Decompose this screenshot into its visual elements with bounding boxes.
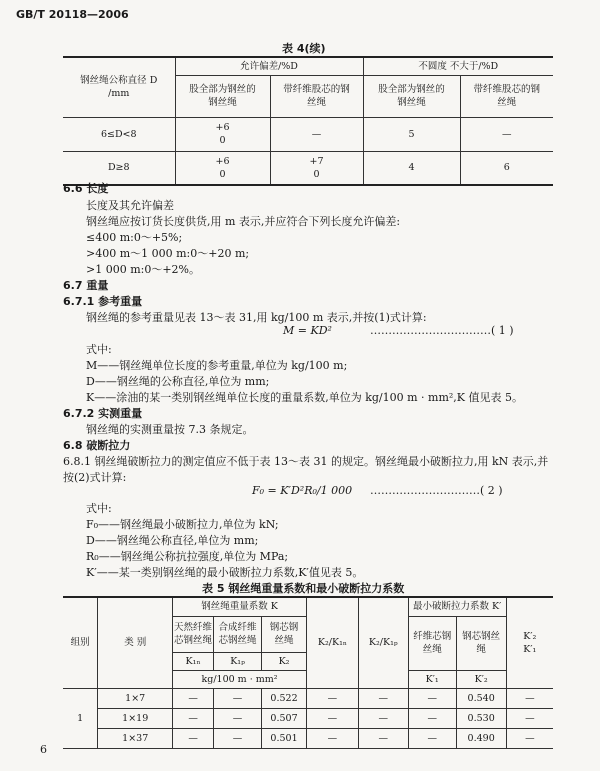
table5-cell: — <box>506 728 553 748</box>
table-row <box>63 151 553 185</box>
table4-cell: 5 <box>363 117 460 151</box>
table5-synthetic-fiber <box>214 616 262 652</box>
table5-cell: — <box>358 728 408 748</box>
table5-cell: 0.507 <box>262 708 307 728</box>
definition: K——涂油的某一类别钢丝绳单位长度的重量系数,单位为 kg/100 m · mm²,K 值见表 5。 <box>86 391 524 404</box>
table5-synthetic-fiber-text: 合成纤维芯钢丝绳 <box>218 622 257 646</box>
table5-cell: — <box>307 688 359 708</box>
table5-natural-fiber <box>173 616 214 652</box>
table4-cell: D≥8 <box>63 151 175 185</box>
table5-cell: 0.490 <box>456 728 506 748</box>
table4-cell <box>175 151 270 185</box>
table5-natural-fiber-text: 天然纤维芯钢丝绳 <box>174 622 213 646</box>
table5-kp2: K′₂ <box>456 670 506 688</box>
table5-cell: — <box>408 688 456 708</box>
table-row <box>63 117 553 151</box>
table4-cell: 4 <box>363 151 460 185</box>
para: 长度及其允许偏差 <box>86 199 174 212</box>
table5-cell: 0.530 <box>456 708 506 728</box>
table4-upper: +6 <box>215 155 230 167</box>
section-6-8: 6.8 破断拉力 <box>63 439 131 452</box>
table5-steel-core <box>262 616 307 652</box>
section-6-7-1: 6.7.1 参考重量 <box>63 295 143 308</box>
table4-sub4-text: 带纤维股芯的钢丝绳 <box>473 84 540 108</box>
table4-sub4 <box>460 75 553 117</box>
definition: D——钢丝绳的公称直径,单位为 mm; <box>86 375 270 388</box>
table5-steel-core-break <box>456 616 506 670</box>
para: 按(2)式计算: <box>63 471 127 484</box>
table5-cell: — <box>214 688 262 708</box>
definition: F₀——钢丝绳最小破断拉力,单位为 kN; <box>86 518 279 531</box>
table5-group-cell: 1 <box>63 688 98 748</box>
table4-round-group: 不圆度 不大于/%D <box>363 57 553 75</box>
table5-last-header <box>506 597 553 688</box>
table5-cell: — <box>358 688 408 708</box>
table-row <box>63 708 553 728</box>
para: 式中: <box>86 502 112 515</box>
table4-sub1-text: 股全部为钢丝的钢丝绳 <box>189 84 256 108</box>
table5-break-header: 最小破断拉力系数 K′ <box>408 597 506 616</box>
table4-dev-group: 允许偏差/%D <box>175 57 363 75</box>
table4-title: 表 4(续) <box>282 42 326 55</box>
table5-cell: 0.540 <box>456 688 506 708</box>
table4-lower: 0 <box>219 168 226 180</box>
para: 式中: <box>86 343 112 356</box>
table5-k1p: K₁ₚ <box>214 652 262 670</box>
table5-cell: — <box>408 728 456 748</box>
table-row <box>63 688 553 708</box>
table5-cell: — <box>307 708 359 728</box>
table5-fiber-core <box>408 616 456 670</box>
table5-last-bottom: K′₁ <box>523 643 537 655</box>
equation-2-number: …………………………( 2 ) <box>370 484 503 497</box>
para: ≤400 m:0～+5%; <box>86 231 183 244</box>
definition: R₀——钢丝绳公称抗拉强度,单位为 MPa; <box>86 550 289 563</box>
table5-steel-core-text: 钢芯钢丝绳 <box>269 622 299 646</box>
table5-cell: — <box>307 728 359 748</box>
table5-fiber-core-text: 纤维芯钢丝绳 <box>413 631 452 655</box>
table5-group-header: 组别 <box>63 597 98 688</box>
table4-sub2-text: 带纤维股芯的钢丝绳 <box>283 84 350 108</box>
table4 <box>63 56 553 186</box>
table5-cell: — <box>214 708 262 728</box>
table5-k2: K₂ <box>262 652 307 670</box>
para: 6.8.1 钢丝绳破断拉力的测定值应不低于表 13～表 31 的规定。钢丝绳最小破断拉力,用 kN 表示,并 <box>63 455 549 468</box>
table5-cell: 1×37 <box>98 728 173 748</box>
page-number: 6 <box>40 743 47 756</box>
table5-cell: 1×19 <box>98 708 173 728</box>
para: 钢丝绳应按订货长度供货,用 m 表示,并应符合下列长度允许偏差: <box>86 215 401 228</box>
para: >1 000 m:0～+2%。 <box>86 263 201 276</box>
table4-lower: 0 <box>219 135 226 146</box>
para: 钢丝绳的实测重量按 7.3 条规定。 <box>86 423 254 436</box>
table5-cell: 0.501 <box>262 728 307 748</box>
table4-sub3 <box>363 75 460 117</box>
table4-cell: 6 <box>460 151 553 185</box>
table5-cell: — <box>358 708 408 728</box>
definition: D——钢丝绳公称直径,单位为 mm; <box>86 534 259 547</box>
table5-last-top: K′₂ <box>523 630 537 642</box>
table5-title: 表 5 钢丝绳重量系数和最小破断拉力系数 <box>202 582 405 595</box>
table4-cell <box>175 117 270 151</box>
table5-steel-core-break-text: 钢芯钢丝绳 <box>462 631 501 655</box>
table5-cell: 1×7 <box>98 688 173 708</box>
table5-ratio1-header: K₂/K₁ₙ <box>307 597 359 688</box>
table5-unit: kg/100 m · mm² <box>173 670 307 688</box>
section-6-6: 6.6 长度 <box>63 182 109 195</box>
table4-param-label: 钢丝绳公称直径 D /mm <box>80 75 158 100</box>
table4-sub2 <box>270 75 363 117</box>
para: 钢丝绳的参考重量见表 13～表 31,用 kg/100 m 表示,并按(1)式计算: <box>86 311 427 324</box>
table5 <box>63 596 553 749</box>
table5-kp1: K′₁ <box>408 670 456 688</box>
section-6-7-2: 6.7.2 实测重量 <box>63 407 143 420</box>
table5-cell: — <box>214 728 262 748</box>
table4-sub1 <box>175 75 270 117</box>
table5-weight-header: 钢丝绳重量系数 K <box>173 597 307 616</box>
table5-ratio2-header: K₂/K₁ₚ <box>358 597 408 688</box>
table5-cell: — <box>173 708 214 728</box>
equation-1: M = KD² <box>283 324 332 337</box>
table5-cell: — <box>173 688 214 708</box>
table4-lower: 0 <box>313 168 320 180</box>
para: >400 m～1 000 m:0～+20 m; <box>86 247 250 260</box>
table4-upper: +7 <box>309 155 324 167</box>
definition: M——钢丝绳单位长度的参考重量,单位为 kg/100 m; <box>86 359 348 372</box>
standard-header: GB/T 20118—2006 <box>16 8 129 21</box>
table4-cell: — <box>460 117 553 151</box>
table5-cell: — <box>506 708 553 728</box>
table4-cell: — <box>270 117 363 151</box>
table-row <box>63 728 553 748</box>
table4-cell <box>270 151 363 185</box>
table5-cell: 0.522 <box>262 688 307 708</box>
equation-1-number: ……………………………( 1 ) <box>370 324 514 337</box>
table5-k1n: K₁ₙ <box>173 652 214 670</box>
table5-cell: — <box>173 728 214 748</box>
table4-cell: 6≤D<8 <box>63 117 175 151</box>
table5-cell: — <box>506 688 553 708</box>
table5-cell: — <box>408 708 456 728</box>
equation-2: F₀ = K′D²R₀/1 000 <box>252 484 353 497</box>
table4-sub3-text: 股全部为钢丝的钢丝绳 <box>378 84 445 108</box>
table4-param-header <box>63 57 175 117</box>
definition: K′——某一类别钢丝绳的最小破断拉力系数,K′值见表 5。 <box>86 566 364 579</box>
table5-class-header: 类 别 <box>98 597 173 688</box>
table4-upper: +6 <box>215 122 230 133</box>
section-6-7: 6.7 重量 <box>63 279 109 292</box>
